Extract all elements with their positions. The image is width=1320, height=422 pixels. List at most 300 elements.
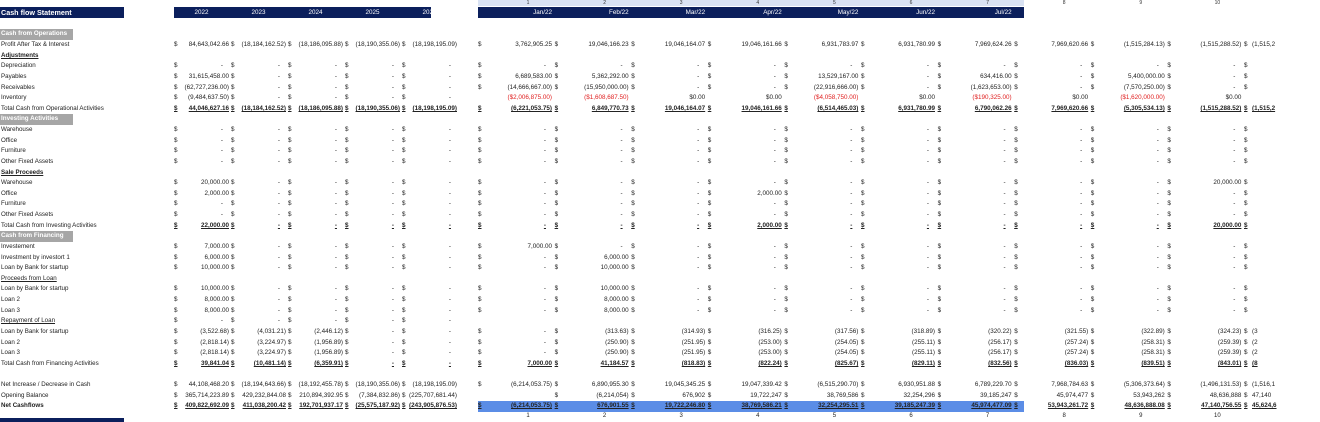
monthly-cell[interactable] (555, 284, 629, 295)
monthly-cell[interactable] (555, 306, 629, 317)
annual-cell[interactable] (231, 316, 286, 327)
annual-cell[interactable] (402, 125, 457, 136)
annual-cell[interactable] (231, 157, 286, 168)
monthly-cell[interactable] (1091, 295, 1165, 306)
monthly-cell[interactable] (708, 306, 782, 317)
monthly-cell[interactable] (1091, 40, 1165, 51)
annual-cell[interactable] (402, 401, 457, 412)
annual-cell[interactable] (345, 242, 400, 253)
monthly-cell[interactable] (708, 189, 782, 200)
annual-cell[interactable] (402, 391, 457, 402)
monthly-cell[interactable] (1167, 83, 1241, 94)
monthly-cell[interactable] (784, 93, 858, 104)
monthly-cell[interactable] (478, 146, 552, 157)
monthly-cell[interactable] (1167, 327, 1241, 338)
monthly-cell[interactable] (631, 178, 705, 189)
annual-cell[interactable] (402, 242, 457, 253)
monthly-cell[interactable] (938, 253, 1012, 264)
monthly-cell[interactable] (708, 221, 782, 232)
annual-cell[interactable] (288, 401, 343, 412)
monthly-cell[interactable] (784, 401, 858, 412)
monthly-cell[interactable] (938, 189, 1012, 200)
monthly-cell[interactable] (1167, 263, 1241, 274)
annual-cell[interactable] (174, 93, 229, 104)
annual-cell[interactable] (288, 199, 343, 210)
monthly-cell[interactable] (1167, 104, 1241, 115)
monthly-cell[interactable] (1167, 253, 1241, 264)
annual-cell[interactable] (402, 210, 457, 221)
monthly-cell[interactable] (1014, 221, 1088, 232)
monthly-cell[interactable] (861, 189, 935, 200)
monthly-cell[interactable] (478, 61, 552, 72)
annual-cell[interactable] (231, 199, 286, 210)
monthly-cell[interactable] (784, 61, 858, 72)
annual-cell[interactable] (345, 210, 400, 221)
monthly-cell[interactable] (708, 61, 782, 72)
monthly-cell[interactable] (784, 253, 858, 264)
monthly-cell[interactable] (555, 93, 629, 104)
monthly-cell[interactable] (1244, 338, 1318, 349)
monthly-cell[interactable] (555, 348, 629, 359)
monthly-cell[interactable] (1091, 221, 1165, 232)
monthly-cell[interactable] (1167, 157, 1241, 168)
monthly-cell[interactable] (1244, 146, 1318, 157)
monthly-cell[interactable] (1244, 210, 1318, 221)
monthly-cell[interactable] (1244, 83, 1318, 94)
monthly-cell[interactable] (555, 210, 629, 221)
annual-cell[interactable] (174, 401, 229, 412)
monthly-cell[interactable] (861, 242, 935, 253)
monthly-cell[interactable] (1014, 338, 1088, 349)
annual-cell[interactable] (174, 359, 229, 370)
annual-cell[interactable] (345, 189, 400, 200)
monthly-cell[interactable] (1014, 295, 1088, 306)
monthly-cell[interactable] (478, 189, 552, 200)
monthly-cell[interactable] (478, 263, 552, 274)
monthly-cell[interactable] (861, 93, 935, 104)
monthly-cell[interactable] (784, 327, 858, 338)
annual-cell[interactable] (174, 348, 229, 359)
annual-cell[interactable] (288, 327, 343, 338)
annual-cell[interactable] (174, 104, 229, 115)
annual-cell[interactable] (174, 221, 229, 232)
monthly-cell[interactable] (861, 83, 935, 94)
monthly-cell[interactable] (478, 253, 552, 264)
monthly-cell[interactable] (861, 221, 935, 232)
monthly-cell[interactable] (478, 306, 552, 317)
monthly-cell[interactable] (861, 199, 935, 210)
monthly-cell[interactable] (555, 380, 629, 391)
monthly-cell[interactable] (1091, 136, 1165, 147)
monthly-cell[interactable] (938, 125, 1012, 136)
monthly-cell[interactable] (555, 338, 629, 349)
monthly-cell[interactable] (631, 391, 705, 402)
annual-cell[interactable] (402, 189, 457, 200)
annual-cell[interactable] (402, 157, 457, 168)
monthly-cell[interactable] (478, 327, 552, 338)
monthly-cell[interactable] (1091, 199, 1165, 210)
annual-cell[interactable] (288, 93, 343, 104)
monthly-cell[interactable] (1244, 306, 1318, 317)
monthly-cell[interactable] (1167, 40, 1241, 51)
annual-cell[interactable] (231, 306, 286, 317)
monthly-cell[interactable] (1014, 284, 1088, 295)
annual-cell[interactable] (288, 83, 343, 94)
monthly-cell[interactable] (1167, 348, 1241, 359)
annual-cell[interactable] (231, 136, 286, 147)
annual-cell[interactable] (231, 284, 286, 295)
monthly-cell[interactable] (1167, 359, 1241, 370)
monthly-cell[interactable] (1014, 83, 1088, 94)
monthly-cell[interactable] (1014, 327, 1088, 338)
monthly-cell[interactable] (1167, 125, 1241, 136)
annual-cell[interactable] (402, 146, 457, 157)
monthly-cell[interactable] (478, 199, 552, 210)
monthly-cell[interactable] (784, 242, 858, 253)
monthly-cell[interactable] (784, 72, 858, 83)
monthly-cell[interactable] (1167, 199, 1241, 210)
monthly-cell[interactable] (861, 306, 935, 317)
annual-cell[interactable] (402, 40, 457, 51)
monthly-cell[interactable] (784, 189, 858, 200)
annual-cell[interactable] (345, 61, 400, 72)
monthly-cell[interactable] (708, 125, 782, 136)
monthly-cell[interactable] (708, 146, 782, 157)
monthly-cell[interactable] (631, 104, 705, 115)
monthly-cell[interactable] (555, 253, 629, 264)
monthly-cell[interactable] (1091, 327, 1165, 338)
monthly-cell[interactable] (555, 242, 629, 253)
monthly-cell[interactable] (631, 189, 705, 200)
annual-cell[interactable] (345, 306, 400, 317)
monthly-cell[interactable] (1167, 391, 1241, 402)
annual-cell[interactable] (288, 253, 343, 264)
monthly-cell[interactable] (861, 295, 935, 306)
annual-cell[interactable] (231, 380, 286, 391)
annual-cell[interactable] (174, 83, 229, 94)
monthly-cell[interactable] (1167, 189, 1241, 200)
monthly-cell[interactable] (1167, 295, 1241, 306)
annual-cell[interactable] (402, 338, 457, 349)
annual-cell[interactable] (231, 338, 286, 349)
monthly-cell[interactable] (1244, 359, 1318, 370)
monthly-cell[interactable] (1167, 146, 1241, 157)
annual-cell[interactable] (288, 284, 343, 295)
annual-cell[interactable] (288, 104, 343, 115)
monthly-cell[interactable] (784, 359, 858, 370)
monthly-cell[interactable] (555, 146, 629, 157)
monthly-cell[interactable] (708, 199, 782, 210)
monthly-cell[interactable] (1167, 136, 1241, 147)
monthly-cell[interactable] (708, 338, 782, 349)
annual-cell[interactable] (345, 401, 400, 412)
monthly-cell[interactable] (631, 295, 705, 306)
monthly-cell[interactable] (938, 93, 1012, 104)
monthly-cell[interactable] (1091, 178, 1165, 189)
monthly-cell[interactable] (708, 157, 782, 168)
monthly-cell[interactable] (631, 157, 705, 168)
annual-cell[interactable] (345, 253, 400, 264)
monthly-cell[interactable] (1014, 306, 1088, 317)
monthly-cell[interactable] (1014, 199, 1088, 210)
monthly-cell[interactable] (631, 263, 705, 274)
monthly-cell[interactable] (555, 104, 629, 115)
monthly-cell[interactable] (861, 327, 935, 338)
monthly-cell[interactable] (631, 359, 705, 370)
monthly-cell[interactable] (555, 61, 629, 72)
monthly-cell[interactable] (1091, 83, 1165, 94)
monthly-cell[interactable] (1014, 401, 1088, 412)
annual-cell[interactable] (288, 210, 343, 221)
monthly-cell[interactable] (1244, 104, 1318, 115)
monthly-cell[interactable] (784, 178, 858, 189)
monthly-cell[interactable] (631, 327, 705, 338)
annual-cell[interactable] (231, 146, 286, 157)
annual-cell[interactable] (231, 104, 286, 115)
monthly-cell[interactable] (631, 380, 705, 391)
monthly-cell[interactable] (478, 338, 552, 349)
monthly-cell[interactable] (1244, 327, 1318, 338)
monthly-cell[interactable] (784, 391, 858, 402)
monthly-cell[interactable] (555, 401, 629, 412)
annual-cell[interactable] (231, 178, 286, 189)
monthly-cell[interactable] (631, 401, 705, 412)
monthly-cell[interactable] (1091, 93, 1165, 104)
monthly-cell[interactable] (938, 157, 1012, 168)
monthly-cell[interactable] (1244, 380, 1318, 391)
annual-cell[interactable] (231, 93, 286, 104)
monthly-cell[interactable] (555, 125, 629, 136)
monthly-cell[interactable] (938, 210, 1012, 221)
monthly-cell[interactable] (1091, 157, 1165, 168)
monthly-cell[interactable] (1014, 72, 1088, 83)
monthly-cell[interactable] (478, 136, 552, 147)
monthly-cell[interactable] (1244, 295, 1318, 306)
monthly-cell[interactable] (1244, 199, 1318, 210)
annual-cell[interactable] (288, 221, 343, 232)
monthly-cell[interactable] (1014, 380, 1088, 391)
monthly-cell[interactable] (708, 253, 782, 264)
monthly-cell[interactable] (861, 253, 935, 264)
monthly-cell[interactable] (555, 83, 629, 94)
annual-cell[interactable] (402, 61, 457, 72)
monthly-cell[interactable] (938, 61, 1012, 72)
monthly-cell[interactable] (631, 125, 705, 136)
monthly-cell[interactable] (938, 327, 1012, 338)
annual-cell[interactable] (288, 72, 343, 83)
annual-cell[interactable] (402, 284, 457, 295)
annual-cell[interactable] (231, 40, 286, 51)
annual-cell[interactable] (345, 93, 400, 104)
annual-cell[interactable] (231, 401, 286, 412)
monthly-cell[interactable] (938, 284, 1012, 295)
monthly-cell[interactable] (631, 40, 705, 51)
monthly-cell[interactable] (861, 157, 935, 168)
annual-cell[interactable] (402, 93, 457, 104)
annual-cell[interactable] (402, 136, 457, 147)
annual-cell[interactable] (231, 125, 286, 136)
monthly-cell[interactable] (708, 40, 782, 51)
monthly-cell[interactable] (708, 327, 782, 338)
monthly-cell[interactable] (1091, 72, 1165, 83)
monthly-cell[interactable] (938, 306, 1012, 317)
monthly-cell[interactable] (478, 210, 552, 221)
monthly-cell[interactable] (1244, 40, 1318, 51)
monthly-cell[interactable] (784, 221, 858, 232)
annual-cell[interactable] (345, 316, 400, 327)
monthly-cell[interactable] (555, 359, 629, 370)
monthly-cell[interactable] (478, 93, 552, 104)
annual-cell[interactable] (402, 327, 457, 338)
annual-cell[interactable] (345, 178, 400, 189)
monthly-cell[interactable] (861, 210, 935, 221)
monthly-cell[interactable] (708, 348, 782, 359)
monthly-cell[interactable] (555, 178, 629, 189)
annual-cell[interactable] (345, 338, 400, 349)
annual-cell[interactable] (231, 83, 286, 94)
annual-cell[interactable] (288, 380, 343, 391)
annual-cell[interactable] (288, 242, 343, 253)
monthly-cell[interactable] (708, 263, 782, 274)
annual-cell[interactable] (402, 380, 457, 391)
monthly-cell[interactable] (1014, 93, 1088, 104)
annual-cell[interactable] (231, 359, 286, 370)
monthly-cell[interactable] (784, 348, 858, 359)
monthly-cell[interactable] (708, 104, 782, 115)
monthly-cell[interactable] (1167, 178, 1241, 189)
monthly-cell[interactable] (631, 221, 705, 232)
monthly-cell[interactable] (555, 199, 629, 210)
monthly-cell[interactable] (1244, 284, 1318, 295)
monthly-cell[interactable] (1091, 146, 1165, 157)
monthly-cell[interactable] (861, 178, 935, 189)
annual-cell[interactable] (288, 136, 343, 147)
monthly-cell[interactable] (784, 380, 858, 391)
monthly-cell[interactable] (1091, 284, 1165, 295)
monthly-cell[interactable] (708, 83, 782, 94)
monthly-cell[interactable] (1244, 242, 1318, 253)
monthly-cell[interactable] (1014, 253, 1088, 264)
monthly-cell[interactable] (555, 221, 629, 232)
annual-cell[interactable] (345, 136, 400, 147)
monthly-cell[interactable] (784, 284, 858, 295)
monthly-cell[interactable] (938, 242, 1012, 253)
monthly-cell[interactable] (938, 391, 1012, 402)
annual-cell[interactable] (174, 263, 229, 274)
monthly-cell[interactable] (1167, 93, 1241, 104)
annual-cell[interactable] (288, 391, 343, 402)
monthly-cell[interactable] (938, 295, 1012, 306)
monthly-cell[interactable] (1091, 263, 1165, 274)
monthly-cell[interactable] (555, 157, 629, 168)
annual-cell[interactable] (402, 199, 457, 210)
monthly-cell[interactable] (861, 359, 935, 370)
monthly-cell[interactable] (938, 221, 1012, 232)
annual-cell[interactable] (288, 359, 343, 370)
monthly-cell[interactable] (861, 72, 935, 83)
monthly-cell[interactable] (631, 284, 705, 295)
monthly-cell[interactable] (708, 93, 782, 104)
monthly-cell[interactable] (861, 61, 935, 72)
annual-cell[interactable] (231, 391, 286, 402)
monthly-cell[interactable] (631, 61, 705, 72)
monthly-cell[interactable] (1244, 348, 1318, 359)
monthly-cell[interactable] (938, 338, 1012, 349)
annual-cell[interactable] (402, 221, 457, 232)
monthly-cell[interactable] (1014, 157, 1088, 168)
monthly-cell[interactable] (1167, 72, 1241, 83)
monthly-cell[interactable] (708, 391, 782, 402)
monthly-cell[interactable] (938, 380, 1012, 391)
monthly-cell[interactable] (1167, 306, 1241, 317)
annual-cell[interactable] (174, 146, 229, 157)
annual-cell[interactable] (402, 316, 457, 327)
monthly-cell[interactable] (555, 327, 629, 338)
monthly-cell[interactable] (631, 199, 705, 210)
monthly-cell[interactable] (555, 391, 629, 402)
monthly-cell[interactable] (1091, 210, 1165, 221)
monthly-cell[interactable] (938, 178, 1012, 189)
monthly-cell[interactable] (1244, 263, 1318, 274)
monthly-cell[interactable] (708, 72, 782, 83)
monthly-cell[interactable] (708, 210, 782, 221)
annual-cell[interactable] (231, 72, 286, 83)
annual-cell[interactable] (231, 263, 286, 274)
monthly-cell[interactable] (478, 104, 552, 115)
monthly-cell[interactable] (1014, 146, 1088, 157)
annual-cell[interactable] (345, 221, 400, 232)
monthly-cell[interactable] (861, 125, 935, 136)
annual-cell[interactable] (231, 253, 286, 264)
annual-cell[interactable] (174, 316, 229, 327)
annual-cell[interactable] (345, 125, 400, 136)
monthly-cell[interactable] (784, 263, 858, 274)
monthly-cell[interactable] (1244, 72, 1318, 83)
annual-cell[interactable] (402, 104, 457, 115)
annual-cell[interactable] (231, 242, 286, 253)
monthly-cell[interactable] (555, 295, 629, 306)
monthly-cell[interactable] (1244, 401, 1318, 412)
monthly-cell[interactable] (631, 83, 705, 94)
monthly-cell[interactable] (861, 401, 935, 412)
annual-cell[interactable] (174, 157, 229, 168)
monthly-cell[interactable] (708, 401, 782, 412)
annual-cell[interactable] (402, 306, 457, 317)
monthly-cell[interactable] (784, 104, 858, 115)
monthly-cell[interactable] (478, 125, 552, 136)
monthly-cell[interactable] (708, 380, 782, 391)
monthly-cell[interactable] (478, 178, 552, 189)
annual-cell[interactable] (231, 327, 286, 338)
annual-cell[interactable] (231, 61, 286, 72)
monthly-cell[interactable] (1091, 125, 1165, 136)
monthly-cell[interactable] (478, 157, 552, 168)
monthly-cell[interactable] (555, 136, 629, 147)
monthly-cell[interactable] (1014, 348, 1088, 359)
annual-cell[interactable] (345, 348, 400, 359)
monthly-cell[interactable] (1014, 391, 1088, 402)
monthly-cell[interactable] (478, 401, 552, 412)
annual-cell[interactable] (288, 61, 343, 72)
annual-cell[interactable] (174, 306, 229, 317)
monthly-cell[interactable] (1014, 189, 1088, 200)
monthly-cell[interactable] (938, 146, 1012, 157)
monthly-cell[interactable] (555, 189, 629, 200)
monthly-cell[interactable] (938, 83, 1012, 94)
annual-cell[interactable] (402, 295, 457, 306)
monthly-cell[interactable] (631, 93, 705, 104)
monthly-cell[interactable] (861, 146, 935, 157)
